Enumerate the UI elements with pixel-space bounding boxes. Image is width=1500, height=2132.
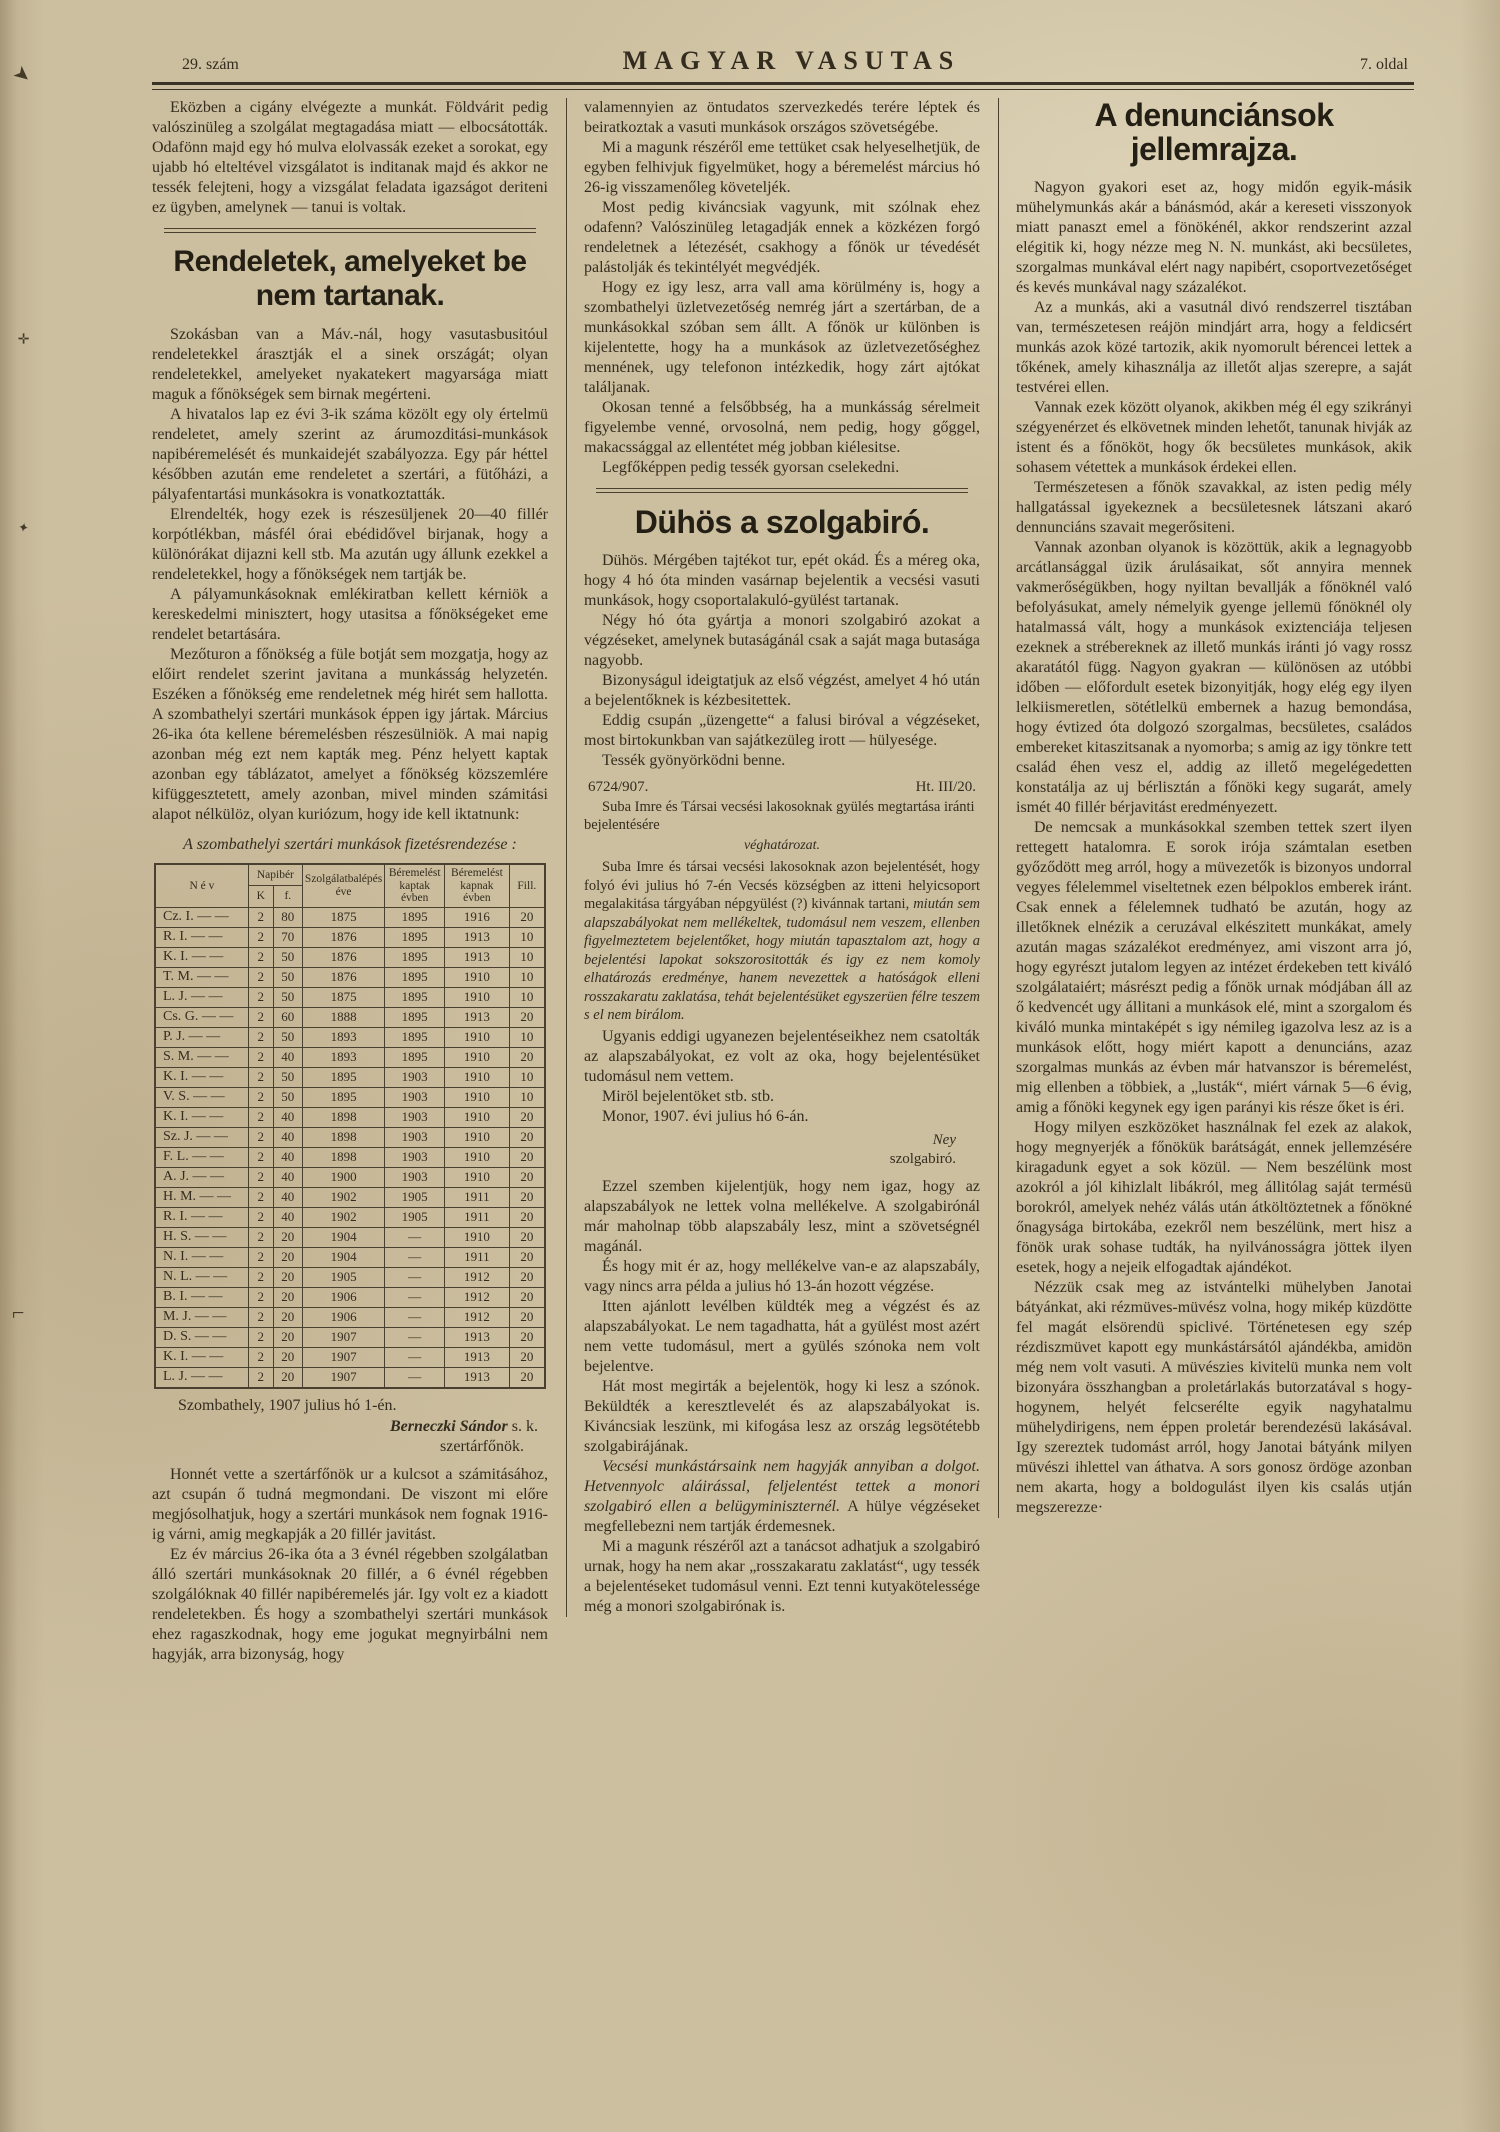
paragraph: Az a munkás, aki a vasutnál divó rendszerrel tisztában van, természetesen reájön mindjárt arra, hogy a feldicsért munkás azok közé tartozik, akik nyomorult bérencei lettek a tőkének, amely kihasználja az illetőt aljas szerepre, a saját testvérei ellen. bbox=[1016, 299, 1412, 396]
table-cell: 1913 bbox=[445, 1007, 510, 1027]
table-cell: 1910 bbox=[445, 1147, 510, 1167]
table-cell: 20 bbox=[509, 1047, 545, 1067]
table-cell: 20 bbox=[509, 907, 545, 927]
table-cell: 1875 bbox=[302, 987, 384, 1007]
table-cell: Sz. J. — — bbox=[155, 1127, 248, 1147]
table-row bbox=[155, 1367, 545, 1388]
paragraph: valamennyien az öntudatos szervezkedés terére léptek és beiratkoztak a vasuti munkások országos szövetségébe. bbox=[584, 99, 980, 136]
paragraph: Itten ajánlott levélben küldték meg a végzést és az alapszabályokat. Le nem tagadhatta, hát a gyülést most azért nem vette tudomásul, mert a gyülés szónoka nem volt bejelentve. bbox=[584, 1297, 980, 1375]
table-cell: 1903 bbox=[385, 1067, 445, 1087]
table-row bbox=[155, 1107, 545, 1127]
table-cell: — bbox=[385, 1267, 445, 1287]
table-cell: 1895 bbox=[385, 987, 445, 1007]
paragraph: Mi a magunk részéről eme tettüket csak helyeselhetjük, de egyben felhivjuk figyelmüket, hogy a béremelést március hó 26-ig visszamenőleg követeljék. bbox=[584, 139, 980, 196]
margin-mark-icon: ✦ bbox=[16, 519, 31, 536]
table-cell: 20 bbox=[509, 1367, 545, 1388]
table-cell: 1900 bbox=[302, 1167, 384, 1187]
masthead bbox=[152, 46, 1414, 82]
paragraph: Hát most megirták a bejelentök, hogy ki lesz a szónok. Beküldték a keresztlevelét és az alapszabályokat is. Kiváncsiak leszünk, mi kifogása lesz az ország legsötétebb szolgabirájának. bbox=[584, 1377, 980, 1455]
table-cell: 20 bbox=[509, 1007, 545, 1027]
table-row bbox=[155, 1067, 545, 1087]
signature-sk: s. k. bbox=[511, 1417, 538, 1435]
table-cell: 40 bbox=[273, 1127, 302, 1147]
table-cell: 1913 bbox=[445, 1347, 510, 1367]
table-cell: 20 bbox=[509, 1107, 545, 1127]
table-cell: 1895 bbox=[385, 927, 445, 947]
table-cell: 1910 bbox=[445, 1167, 510, 1187]
table-row bbox=[155, 1227, 545, 1247]
table-cell: 40 bbox=[273, 1147, 302, 1167]
table-cell: 20 bbox=[509, 1307, 545, 1327]
table-cell: P. J. — — bbox=[155, 1027, 248, 1047]
page-content bbox=[152, 46, 1414, 1665]
table-cell: 1902 bbox=[302, 1207, 384, 1227]
table-cell: 1910 bbox=[445, 1127, 510, 1147]
table-cell: 1903 bbox=[385, 1087, 445, 1107]
column-1 bbox=[152, 98, 548, 1665]
column-header: Napibér bbox=[248, 864, 302, 886]
paragraph: Bizonyságul ideigtatjuk az első végzést, amelyet 4 hó után a bejelentőknek is kézbesitettek. bbox=[584, 672, 980, 709]
table-cell: 2 bbox=[248, 1367, 273, 1388]
column-header: f. bbox=[273, 886, 302, 907]
table-cell: — bbox=[385, 1307, 445, 1327]
table-cell: 1913 bbox=[445, 1367, 510, 1388]
table-cell: 1907 bbox=[302, 1327, 384, 1347]
table-cell: 50 bbox=[273, 967, 302, 987]
table-cell: — bbox=[385, 1287, 445, 1307]
paragraph: Vannak ezek között olyanok, akikben még él egy szikrányi szégyenérzet és elkövetnek minden lehetőt, tanunak hivják az istent és a főnököt, hogy ők becsületes munkások, akik sohasem vétettek a munkások érdekei ellen. bbox=[1016, 399, 1412, 476]
table-cell: 20 bbox=[509, 1327, 545, 1347]
table-cell: 10 bbox=[509, 927, 545, 947]
paragraph: Hogy milyen eszközöket használnak fel ezek az alakok, hogy megnyerjék a főnökük barátságát, ennek jellemzésére kiragadunk egyet a sok közül. — Nem beszélünk most azokról a jól kihizlalt libákról, meg állitólag saját termésü borokról, amelyek nehéz válás után átköltöztetnek a főnökné őnagysága birtokába, ezekről nem beszélünk, mert hisz a fönök urak sohase tudták, ha nyilvánosságra jöttek ilyen esetek, hogy a nejeik elfogadtak ajándékot. bbox=[1016, 1119, 1412, 1276]
table-cell: 1904 bbox=[302, 1247, 384, 1267]
paragraph: Ezzel szemben kijelentjük, hogy nem igaz, hogy az alapszabályok ne lettek volna mellékelve. A szolgabirónál már maholnap több alapszabály lesz, mint a szövetségnél magánál. bbox=[584, 1177, 980, 1255]
table-cell: 1910 bbox=[445, 1227, 510, 1247]
paragraph: Monor, 1907. évi julius hó 6-án. bbox=[602, 1107, 809, 1125]
table-caption: A szombathelyi szertári munkások fizetésrendezése : bbox=[183, 836, 517, 853]
table-cell: 2 bbox=[248, 1087, 273, 1107]
wage-table-body bbox=[155, 907, 545, 1388]
table-cell: 1898 bbox=[302, 1147, 384, 1167]
table-cell: 20 bbox=[509, 1127, 545, 1147]
table-row bbox=[155, 947, 545, 967]
issue-number: 29. szám bbox=[182, 56, 239, 73]
table-cell: 2 bbox=[248, 967, 273, 987]
paragraph: Természetesen a főnök szavakkal, az isten pedig mély hallgatással igyekeznek a becsületesnek látszani akaró dennunciáns szavait megerősiteni. bbox=[1016, 479, 1412, 536]
table-cell: — bbox=[385, 1247, 445, 1267]
paragraph: Nézzük csak meg az istvántelki mühelyben Janotai bátyánkat, aki rézmüves-müvész volna, hogy mikép küzdötte fel magát elsörendü spiclivé. Történetesen egy szép rézdiszmüvet kapott egy munkástársától ajándékba, amidön még nem volt vasuti. A müvészies kivitelü munka nem volt bizonyára összhangban a proletárlakás butorzatával s hogy-hogynem, helyét felcserélte egyik nagyhatalmu mühelydirigens, nem éppen proletár berendezésü lakásával. Igy szereztek tudomást arról, hogy Janotai bátyánk milyen müvészi ihlettel van áthatva. A sors gonosz ördöge azonban nem akarta, hogy a boldogulást ilyen kis csalás utján megszerezze· bbox=[1016, 1279, 1412, 1516]
table-cell: 1893 bbox=[302, 1047, 384, 1067]
table-cell: K. I. — — bbox=[155, 1107, 248, 1127]
table-row bbox=[155, 987, 545, 1007]
signature-block bbox=[584, 1131, 956, 1169]
article-separator bbox=[164, 228, 536, 233]
paragraph: Hogy ez igy lesz, arra vall ama körülmény is, hogy a szombathelyi üzletvezetőség nemrég járt a szertárban, de a munkásokkal szóban sem állt. A főnök ur különben is kijelentette, hogy ha a munkások az üzletvezetőséghez mennének, ugy telefonon intézkedik, hogy zárt ajtókat találjanak. bbox=[584, 279, 980, 396]
docket-number: 6724/907. bbox=[588, 779, 649, 795]
dateline: Szombathely, 1907 julius hó 1-én. bbox=[178, 1396, 397, 1414]
column-header: N é v bbox=[155, 864, 248, 907]
table-cell: 1902 bbox=[302, 1187, 384, 1207]
table-cell: 50 bbox=[273, 947, 302, 967]
table-cell: N. I. — — bbox=[155, 1247, 248, 1267]
table-cell: 1876 bbox=[302, 947, 384, 967]
table-cell: 1911 bbox=[445, 1247, 510, 1267]
docket-ref: Ht. III/20. bbox=[915, 779, 976, 795]
table-cell: 1906 bbox=[302, 1307, 384, 1327]
paragraph: Tessék gyönyörködni benne. bbox=[602, 752, 786, 769]
table-row bbox=[155, 1347, 545, 1367]
table-cell: 1916 bbox=[445, 907, 510, 927]
column-header: Szolgálatbalépés éve bbox=[302, 864, 384, 907]
table-cell: 50 bbox=[273, 987, 302, 1007]
table-cell: 20 bbox=[509, 1227, 545, 1247]
table-cell: 1907 bbox=[302, 1367, 384, 1388]
table-cell: R. I. — — bbox=[155, 927, 248, 947]
table-cell: 20 bbox=[273, 1367, 302, 1388]
table-cell: 2 bbox=[248, 1167, 273, 1187]
wage-table-head bbox=[155, 864, 545, 907]
article-title: Rendeletek, amelyeket be nem tartanak. bbox=[173, 245, 527, 312]
table-row bbox=[155, 1267, 545, 1287]
table-cell: 1903 bbox=[385, 1127, 445, 1147]
table-cell: 1910 bbox=[445, 1027, 510, 1047]
table-cell: 10 bbox=[509, 1027, 545, 1047]
table-cell: 1905 bbox=[302, 1267, 384, 1287]
table-cell: 1898 bbox=[302, 1127, 384, 1147]
table-cell: 1911 bbox=[445, 1187, 510, 1207]
paragraph: Elrendelték, hogy ezek is részesüljenek 20—40 fillér korpótlékban, másfél órai ebédidővel birjanak, hogy a különórákat dijazni kell stb. Ma azután ugy állunk ezekkel a rendeletekkel, hogy a főnökségek nem tartják be. bbox=[152, 506, 548, 583]
paragraph: Ugyanis eddigi ugyanezen bejelentéseikhez nem csatolták az alapszabályokat, ez volt az oka, hogy bejelentésüket tudomásul nem vettem. bbox=[584, 1027, 980, 1085]
table-cell: 2 bbox=[248, 907, 273, 927]
docket-line bbox=[588, 779, 976, 796]
table-cell: 2 bbox=[248, 1107, 273, 1127]
signature-role: szertárfőnök. bbox=[440, 1437, 524, 1455]
table-cell: 40 bbox=[273, 1187, 302, 1207]
table-cell: 20 bbox=[273, 1287, 302, 1307]
table-cell: 1911 bbox=[445, 1207, 510, 1227]
table-cell: 1910 bbox=[445, 987, 510, 1007]
newspaper-title: MAGYAR VASUTAS bbox=[622, 46, 961, 75]
table-cell: 1895 bbox=[385, 967, 445, 987]
table-cell: 1905 bbox=[385, 1187, 445, 1207]
table-cell: 80 bbox=[273, 907, 302, 927]
paragraph: Eközben a cigány elvégezte a munkát. Földvárit pedig valószinüleg a szolgálat megtagadása miatt — elbocsátották. Odafönn majd egy hó mulva elolvassák ezeket a sorokat, egy ujabb hó elteltével vizsgálatot is inditanak majd és akkor ne tessék felejteni, hogy a vizsgálat feladata igazságot deriteni ez ügyben, amelynek — tanui is voltak. bbox=[152, 99, 548, 216]
table-cell: 1893 bbox=[302, 1027, 384, 1047]
table-cell: 2 bbox=[248, 987, 273, 1007]
table-cell: R. I. — — bbox=[155, 1207, 248, 1227]
table-cell: 2 bbox=[248, 1267, 273, 1287]
table-cell: 1907 bbox=[302, 1347, 384, 1367]
table-cell: 2 bbox=[248, 1047, 273, 1067]
table-cell: K. I. — — bbox=[155, 1347, 248, 1367]
article-title: Dühös a szolgabiró. bbox=[634, 504, 930, 540]
table-cell: 20 bbox=[273, 1267, 302, 1287]
table-cell: 1895 bbox=[385, 1047, 445, 1067]
table-cell: 50 bbox=[273, 1087, 302, 1107]
table-row bbox=[155, 967, 545, 987]
table-row bbox=[155, 1307, 545, 1327]
table-cell: 40 bbox=[273, 1167, 302, 1187]
table-cell: 50 bbox=[273, 1067, 302, 1087]
table-row bbox=[155, 1047, 545, 1067]
table-row bbox=[155, 1007, 545, 1027]
table-cell: 2 bbox=[248, 1207, 273, 1227]
table-cell: 10 bbox=[509, 1067, 545, 1087]
table-cell: — bbox=[385, 1367, 445, 1388]
table-cell: K. I. — — bbox=[155, 947, 248, 967]
table-cell: 1904 bbox=[302, 1227, 384, 1247]
table-row bbox=[155, 1127, 545, 1147]
table-cell: 20 bbox=[273, 1307, 302, 1327]
table-cell: 1912 bbox=[445, 1267, 510, 1287]
table-row bbox=[155, 1187, 545, 1207]
table-cell: 40 bbox=[273, 1047, 302, 1067]
table-cell: 20 bbox=[273, 1327, 302, 1347]
table-cell: 1910 bbox=[445, 967, 510, 987]
table-cell: 2 bbox=[248, 1027, 273, 1047]
table-cell: F. L. — — bbox=[155, 1147, 248, 1167]
paragraph: A hivatalos lap ez évi 3-ik száma közölt egy oly értelmü rendeletet, amely szerint az árumozditási-munkások napibéremelését és munkaidejét szabályozza. Egy pár héttel későbben azután eme rendeletet a szertári, a fütőházi, a pályafentartási munkásokra is vonatkoztatták. bbox=[152, 406, 548, 503]
table-row bbox=[155, 927, 545, 947]
column-header: Fill. bbox=[509, 864, 545, 907]
table-cell: 1910 bbox=[445, 1067, 510, 1087]
table-cell: 2 bbox=[248, 1147, 273, 1167]
signature-block bbox=[152, 1417, 538, 1457]
page-number: 7. oldal bbox=[1359, 56, 1408, 73]
table-cell: 2 bbox=[248, 1247, 273, 1267]
table-cell: 40 bbox=[273, 1107, 302, 1127]
paragraph: Szokásban van a Máv.-nál, hogy vasutasbusitóul rendeletekkel árasztják el a sinek országát; olyan rendeletekkel, amelyeket nyakatekert magyarsága miatt maguk a főnökségek sem birnak megérteni. bbox=[152, 326, 548, 403]
table-cell: 20 bbox=[509, 1167, 545, 1187]
table-cell: 1913 bbox=[445, 947, 510, 967]
table-cell: 20 bbox=[509, 1187, 545, 1207]
table-cell: 10 bbox=[509, 967, 545, 987]
signature-role: szolgabiró. bbox=[889, 1150, 956, 1167]
table-cell: S. M. — — bbox=[155, 1047, 248, 1067]
table-cell: 60 bbox=[273, 1007, 302, 1027]
table-cell: 1875 bbox=[302, 907, 384, 927]
table-cell: 50 bbox=[273, 1027, 302, 1047]
paragraph: De nemcsak a munkásokkal szemben tettek szert ilyen rettegett hatalomra. E sorok irója számtalan esetben győződött meg arról, hogy a müvezetők is bizonyos undorral vegyes félelemmel viseltetnek ezen bélpoklos emberek iránt. Csak ennek a félelemnek tudható be azután, hogy az illetőknek elnézik a ceruzával elkészitett munkákat, amely azután magas százalékot eredményez, ami viszont arra jó, hogy egyrészt jutalom legyen az intézet érdekeben tett kiváló szolgálataiért; másrészt pedig a főnök urnak módjában áll az ő kedvencét ugy állitani a munkások elé, mint a szorgalom és kiváló munka mintaképét s igy némileg igazolva lesz az is a munkások előtt, hogy miért kapott a denunciáns, azaz szorgalmas munkás az évben már hatvanszor is béremelést, mig ellenben a többiek, a „lusták“, miért várnak 5—6 évig, amig a főnöki kegynek egy igen parányi kis része őket is éri. bbox=[1016, 819, 1412, 1116]
paragraph: Honnét vette a szertárfőnök ur a kulcsot a számitásához, azt csupán ő tudná megmondani. De viszont mi előre megjósolhatjuk, hogy a szertári munkások nem fognak 1916-ig várni, amig megkapják a 20 fillér javitást. bbox=[152, 1465, 548, 1543]
table-cell: 20 bbox=[509, 1267, 545, 1287]
wage-table bbox=[154, 863, 546, 1389]
table-cell: Cs. G. — — bbox=[155, 1007, 248, 1027]
table-cell: 1898 bbox=[302, 1107, 384, 1127]
paragraph: Vecsési munkástársaink nem hagyják annyiban a dolgot. Hetvennyolc aláirással, feljelentést tettek a monori szolgabiró ellen a belügyminiszternél. A hülye végzéseket megfellebezni nem tartják érdemesnek. bbox=[584, 1457, 980, 1535]
table-cell: N. L. — — bbox=[155, 1267, 248, 1287]
paragraph: Ez év március 26-ika óta a 3 évnél régebben szolgálatban álló szertári munkásoknak 20 fillér, a 6 évnél régebben szolgálóknak 40 fillér napibéremelés jár. Igy volt ez a kiadott rendeletekben. És hogy a szombathelyi szertári munkások ehez ragaszkodnak, hogy eme jogukat megnyirbálni nem hagyják, arra bizonyság, hogy bbox=[152, 1545, 548, 1663]
paragraph: És hogy mit ér az, hogy mellékelve van-e az alapszabály, vagy nincs arra példa a julius hó 13-án hozott végzése. bbox=[584, 1257, 980, 1295]
verdict-label: véghatározat. bbox=[743, 838, 821, 853]
notice-text: Suba Imre és Társai vecsési lakosoknak gyülés megtartása iránti bejelentésére bbox=[584, 799, 975, 833]
table-cell: 1910 bbox=[445, 1107, 510, 1127]
paragraph: Legfőképpen pedig tessék gyorsan cselekedni. bbox=[602, 459, 900, 476]
table-cell: 20 bbox=[509, 1287, 545, 1307]
table-cell: H. S. — — bbox=[155, 1227, 248, 1247]
paragraph: Vannak azonban olyanok is közöttük, akik a legnagyobb arcátlansággal üzik árulásaikat, sőt annyira mennek vakmerőségükben, hogy nyiltan bevallják a főnöknél való befolyásukat, amely némelyik gyenge jellemü főnöknél oly hatalmassá vált, hogy a munkások exiztenciája teljesen ezeknek a strébereknek az illető munkás iránti jó vagy rossz akaratától függ. Nagyon gyakran — különösen az utóbbi időben — előfordult esetek bizonyitják, hogy elég egy ilyen lelkiismeretlen, sötétlelkü embernek a hazug bemondása, hogy évtized óta dolgozó szorgalmas, becsületes, családos embereket kitaszitsanak a nyomorba; s amig az igy tönkre tett család éhen vesz el, addig az illető megelégedetten konstatálja az uj bérlisztán a főnöki kegy sugarát, amely ismét 40 fillér bérjavitást eredményezett. bbox=[1016, 539, 1412, 816]
table-row bbox=[155, 1167, 545, 1187]
verdict-paragraph: Suba Imre és társai vecsési lakosoknak azon bejelentését, hogy folyó évi julius hó 7-én Vecsés községben az itteni helyicsoport megalakitása tárgyában népgyülést (?) kivánnak tartani, miután sem alapszabályokat nem mellékeltek, tudomásul nem veszem, ellenben figyelmeztetem bejelentőket, hogy miután tapasztalom azt, hogy a bejelentési lapokat sokszorositották és igy ez nem komoly elhatározás eredménye, hanem nevezettek a hatóságok elleni rosszakaratu zaklatása, tehát bejelentésüket egyszerüen félre teszem s el nem birálom. bbox=[584, 859, 980, 1023]
signature-name: Berneczki Sándor bbox=[389, 1417, 508, 1435]
table-cell: 20 bbox=[273, 1247, 302, 1267]
margin-mark-icon: ⌐ bbox=[12, 1300, 25, 1325]
paragraph: Eddig csupán „üzengette“ a falusi biróval a végzéseket, most birtokunkban van sajátkezüleg irott — hülyesége. bbox=[584, 712, 980, 749]
table-cell: — bbox=[385, 1227, 445, 1247]
table-row bbox=[155, 1027, 545, 1047]
table-cell: 2 bbox=[248, 1307, 273, 1327]
table-cell: 1895 bbox=[385, 1007, 445, 1027]
table-cell: 1895 bbox=[385, 947, 445, 967]
table-cell: 20 bbox=[273, 1227, 302, 1247]
table-cell: 2 bbox=[248, 947, 273, 967]
columns bbox=[152, 98, 1414, 1665]
table-cell: 1895 bbox=[385, 907, 445, 927]
column-3 bbox=[998, 98, 1412, 1518]
paragraph: Nagyon gyakori eset az, hogy midőn egyik-másik mühelymunkás akár a bánásmód, akár a kereseti visszonyok miatt panaszt emel a fönökénél, akkor rendszerint azzal elégitik ki, hogy nézze meg N. N. munkást, aki becsületes, szorgalmas munkával elért nagy napibért, csoportvezetőséget és kevés munkával nagy százalékot. bbox=[1016, 179, 1412, 296]
table-cell: 10 bbox=[509, 987, 545, 1007]
table-row bbox=[155, 1287, 545, 1307]
table-row bbox=[155, 1147, 545, 1167]
table-cell: 1876 bbox=[302, 967, 384, 987]
paragraph: Most pedig kiváncsiak vagyunk, mit szólnak ehez odafenn? Valószinüleg letagadják ennek a közkézen forgó rendeletnek a létezését, csakhogy a főnök ur tévedését palástolják és tekintélyét megvédjék. bbox=[584, 199, 980, 276]
table-cell: — bbox=[385, 1347, 445, 1367]
table-cell: 2 bbox=[248, 1127, 273, 1147]
paragraph: A pályamunkásoknak emlékiratban kellett kérniök a kereskedelmi minisztert, hogy utasitsa a főnökségeket eme rendelet betartására. bbox=[152, 586, 548, 643]
table-cell: 2 bbox=[248, 1347, 273, 1367]
column-header: Béremelést kaptak évben bbox=[385, 864, 445, 907]
margin-mark-icon: ➤ bbox=[8, 61, 36, 89]
paragraph: Négy hó óta gyártja a monori szolgabiró azokat a végzéseket, amelynek butaságánál csak a saját maga butasága nagyobb. bbox=[584, 612, 980, 669]
margin-mark-icon: ✛ bbox=[14, 332, 30, 345]
table-cell: L. J. — — bbox=[155, 987, 248, 1007]
table-cell: L. J. — — bbox=[155, 1367, 248, 1388]
table-cell: V. S. — — bbox=[155, 1087, 248, 1107]
table-cell: 1895 bbox=[302, 1067, 384, 1087]
table-cell: 1903 bbox=[385, 1107, 445, 1127]
table-row bbox=[155, 907, 545, 927]
table-cell: 10 bbox=[509, 1087, 545, 1107]
table-cell: 1910 bbox=[445, 1087, 510, 1107]
table-cell: 1888 bbox=[302, 1007, 384, 1027]
table-cell: 1895 bbox=[385, 1027, 445, 1047]
table-cell: 2 bbox=[248, 927, 273, 947]
table-cell: 1910 bbox=[445, 1047, 510, 1067]
table-cell: 1906 bbox=[302, 1287, 384, 1307]
table-cell: 20 bbox=[509, 1207, 545, 1227]
table-cell: 1912 bbox=[445, 1307, 510, 1327]
table-cell: 40 bbox=[273, 1207, 302, 1227]
table-cell: 20 bbox=[509, 1247, 545, 1267]
table-cell: T. M. — — bbox=[155, 967, 248, 987]
table-cell: D. S. — — bbox=[155, 1327, 248, 1347]
table-cell: 2 bbox=[248, 1227, 273, 1247]
table-cell: 10 bbox=[509, 947, 545, 967]
table-cell: A. J. — — bbox=[155, 1167, 248, 1187]
table-cell: 1913 bbox=[445, 927, 510, 947]
table-cell: 2 bbox=[248, 1067, 273, 1087]
table-cell: 20 bbox=[509, 1347, 545, 1367]
table-cell: 2 bbox=[248, 1327, 273, 1347]
article-title: A denunciánsok jellemrajza. bbox=[1094, 97, 1334, 167]
table-row bbox=[155, 1087, 545, 1107]
table-cell: 1913 bbox=[445, 1327, 510, 1347]
table-cell: Cz. I. — — bbox=[155, 907, 248, 927]
table-cell: 20 bbox=[509, 1147, 545, 1167]
table-row bbox=[155, 1247, 545, 1267]
table-cell: 1905 bbox=[385, 1207, 445, 1227]
paragraph: Okosan tenné a felsőbbség, ha a munkásság sérelmeit figyelembe venné, orvosolná, nem pedig, hogy gőggel, makacssággal az ellentétet még jobban kiélesitse. bbox=[584, 399, 980, 456]
table-cell: 1912 bbox=[445, 1287, 510, 1307]
column-header: K bbox=[248, 886, 273, 907]
table-cell: 1895 bbox=[302, 1087, 384, 1107]
table-cell: 2 bbox=[248, 1287, 273, 1307]
table-cell: — bbox=[385, 1327, 445, 1347]
table-cell: 2 bbox=[248, 1187, 273, 1207]
table-cell: H. M. — — bbox=[155, 1187, 248, 1207]
table-cell: 70 bbox=[273, 927, 302, 947]
table-cell: 2 bbox=[248, 1007, 273, 1027]
article-separator bbox=[596, 488, 968, 493]
table-cell: 1903 bbox=[385, 1147, 445, 1167]
table-row bbox=[155, 1207, 545, 1227]
paragraph: Miröl bejelentöket stb. stb. bbox=[602, 1087, 774, 1105]
signature-name: Ney bbox=[932, 1131, 956, 1148]
paragraph: Mezőturon a főnökség a füle botját sem mozgatja, hogy az előirt rendelet szerint javitana a munkásság helyzetén. Eszéken a főnökség eme rendeletnek még hirét sem hallotta. A szombathelyi szertári munkások éppen igy jártak. Március 26-ika óta kellene béremelésben részesülniök. A mai napig azonban még ezt nem kapták meg. Pénz helyett kaptak azonban egy táblázatot, amelyet a főnökség közszemlére kifüggesztetett, amely azonban, mivel minden számitási alapot nélkülöz, olyan kuriózum, hogy ide kell iktatnunk: bbox=[152, 646, 548, 823]
paragraph: Dühös. Mérgében tajtékot tur, epét okád. És a méreg oka, hogy 4 hó óta minden vasárnap bejelentik a vecsési vasuti munkások, hogy csoportalakuló-gyülést tartanak. bbox=[584, 552, 980, 609]
table-cell: 1876 bbox=[302, 927, 384, 947]
table-cell: B. I. — — bbox=[155, 1287, 248, 1307]
table-cell: 20 bbox=[273, 1347, 302, 1367]
paragraph: Mi a magunk részéről azt a tanácsot adhatjuk a szolgabiró urnak, hogy ha nem akar „rosszakaratu zaklatást“, ugy tessék a bejelentéseket tudomásul venni. Ezt tenni kutyakötelessége még a monori szolgabirónak is. bbox=[584, 1537, 980, 1615]
table-cell: K. I. — — bbox=[155, 1067, 248, 1087]
column-2 bbox=[566, 98, 980, 1617]
table-cell: M. J. — — bbox=[155, 1307, 248, 1327]
masthead-rule bbox=[152, 82, 1414, 90]
column-header: Béremelést kapnak évben bbox=[445, 864, 510, 907]
table-cell: 1903 bbox=[385, 1167, 445, 1187]
table-row bbox=[155, 1327, 545, 1347]
